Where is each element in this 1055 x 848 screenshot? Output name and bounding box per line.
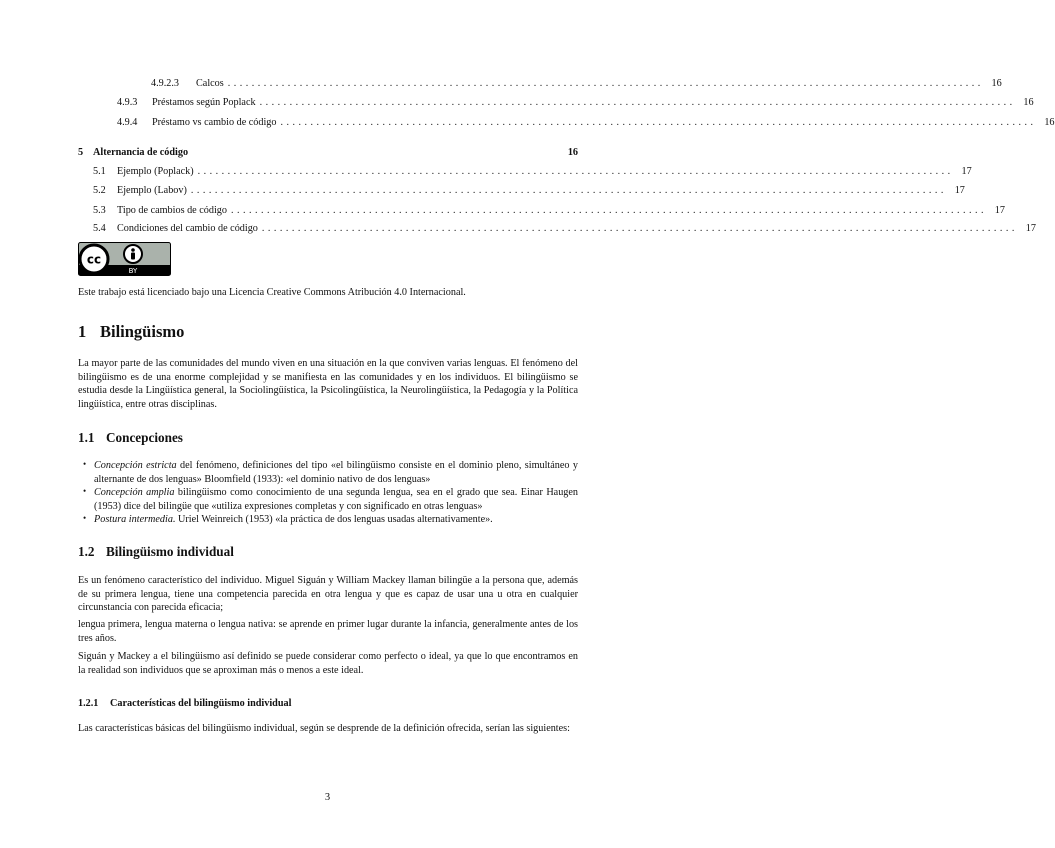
toc-entry[interactable]: [117, 116, 1055, 130]
bullet-mark: •: [83, 459, 87, 469]
toc-entry-number: 5.3: [93, 205, 106, 216]
toc-entry-page: 16: [567, 147, 578, 158]
toc-entry-page: 17: [954, 185, 965, 196]
toc-entry-title: Tipo de cambios de código: [117, 205, 227, 216]
paragraph: Siguán y Mackey a el bilingüismo así definido se puede considerar como perfecto o ideal, ya que lo que encontramos en la realidad son individuos que se aproximan más o menos a este ideal.: [78, 651, 578, 676]
bullet-mark: •: [83, 486, 87, 496]
toc-leader-dots: ..............................................................................................................................: [227, 78, 984, 89]
subsection-heading: [78, 544, 234, 560]
page-number: 3: [324, 792, 331, 803]
list-item-emphasis: Concepción amplia: [94, 487, 175, 498]
list-item-text: bilingüismo como conocimiento de una segunda lengua, sea en el grado que sea. Einar Haugen (1953) dice del bilingüe que «utiliza expresiones completas y con significado en otras lenguas»: [94, 487, 578, 512]
toc-entry-page: 17: [1025, 223, 1036, 234]
toc-leader-dots: ..............................................................................................................................: [197, 166, 954, 177]
paragraph: La mayor parte de las comunidades del mundo viven en una situación en la que conviven varias lenguas. El fenómeno del bilingüismo es de una enorme complejidad y se manifiesta en las comunidades y en los individuos. El bilingüismo se estudia desde la Lingüística general, la Sociolingüística, la Psicolingüística, la Neurolingüística, la Pedagogía y la Política lingüística, entre otras disciplinas.: [78, 358, 578, 410]
toc-entry[interactable]: [117, 96, 1034, 110]
toc-entry[interactable]: [151, 77, 1002, 91]
cc-by-badge-graphic: [78, 242, 171, 276]
toc-leader-dots: ..............................................................................................................................: [230, 205, 987, 216]
toc-entry[interactable]: [93, 222, 1036, 236]
toc-entry-title: Calcos: [196, 78, 224, 89]
subsection-title: Bilingüismo individual: [106, 544, 234, 559]
toc-entry-section[interactable]: [78, 146, 578, 160]
list-item: [83, 513, 578, 527]
toc-entry-number: 5.1: [93, 166, 106, 177]
toc-leader-dots: ..............................................................................................................................: [190, 185, 947, 196]
toc-leader-dots: ..............................................................................................................................: [259, 97, 1016, 108]
toc-leader-dots: ..............................................................................................................................: [280, 117, 1037, 128]
section-number: 1: [78, 322, 87, 341]
toc-entry-page: 16: [1023, 97, 1034, 108]
subsubsection-title: Características del bilingüismo individual: [110, 698, 292, 709]
subsubsection-heading: [78, 698, 291, 709]
toc-entry-title: Ejemplo (Poplack): [117, 166, 194, 177]
toc-entry-page: 17: [961, 166, 972, 177]
cc-by-license-badge[interactable]: [78, 242, 171, 276]
toc-entry-title: Ejemplo (Labov): [117, 185, 187, 196]
subsection-number: 1.2: [78, 544, 95, 559]
paragraph: Es un fenómeno característico del individuo. Miguel Siguán y William Mackey llaman bilingüe a la persona que, además de su primera lengua, tiene una competencia parecida en otra lengua y que es capaz de usar una u otra en cualquier circunstancia con parecida eficacia;: [78, 575, 578, 614]
list-item-emphasis: Concepción estricta: [94, 460, 177, 471]
list-item: [83, 486, 578, 513]
toc-entry-page: 16: [991, 78, 1002, 89]
toc-entry-page: 16: [1044, 117, 1055, 128]
toc-entry-title: Préstamo vs cambio de código: [152, 117, 277, 128]
toc-entry-number: 5.2: [93, 185, 106, 196]
bullet-mark: •: [83, 513, 87, 523]
list-item: [83, 459, 578, 486]
section-title: Bilingüismo: [100, 322, 185, 341]
toc-entry-title: Alternancia de código: [93, 147, 189, 158]
toc-entry-number: 5: [78, 147, 84, 158]
toc-entry-number: 5.4: [93, 223, 106, 234]
paragraph: lengua primera, lengua materna o lengua nativa: se aprende en primer lugar durante la infancia, generalmente antes de los tres años.: [78, 619, 578, 644]
subsection-title: Concepciones: [106, 430, 183, 445]
license-text: Este trabajo está licenciado bajo una Licencia Creative Commons Atribución 4.0 Internacional.: [78, 287, 466, 298]
toc-entry-page: 17: [994, 205, 1005, 216]
list-item-emphasis: Postura intermedia.: [94, 514, 176, 525]
list-item-text: del fenómeno, definiciones del tipo «el bilingüismo consiste en el dominio pleno, simultáneo y alternante de dos lenguas» Bloomfield (1933): «el dominio nativo de dos lenguas»: [94, 460, 578, 485]
toc-entry-title: Préstamos según Poplack: [152, 97, 256, 108]
subsection-heading: [78, 430, 183, 446]
toc-entry[interactable]: [93, 204, 1005, 218]
toc-leader-dots: ..............................................................................................................................: [261, 223, 1018, 234]
toc-entry-number: 4.9.3: [117, 97, 138, 108]
toc-entry-title: Condiciones del cambio de código: [117, 223, 258, 234]
section-heading: [78, 322, 184, 342]
cc-logo-label: cc: [86, 252, 102, 267]
toc-entry[interactable]: [93, 184, 965, 198]
toc-entry-number: 4.9.2.3: [151, 78, 180, 89]
toc-entry[interactable]: [93, 165, 972, 179]
paragraph: Las características básicas del bilingüismo individual, según se desprende de la definición ofrecida, serían las siguientes:: [78, 723, 570, 734]
by-label: BY: [128, 267, 138, 275]
subsection-number: 1.1: [78, 430, 95, 445]
list-item-text: Uriel Weinreich (1953) «la práctica de dos lenguas usadas alternativamente».: [175, 514, 493, 525]
subsubsection-number: 1.2.1: [78, 698, 99, 709]
toc-entry-number: 4.9.4: [117, 117, 138, 128]
